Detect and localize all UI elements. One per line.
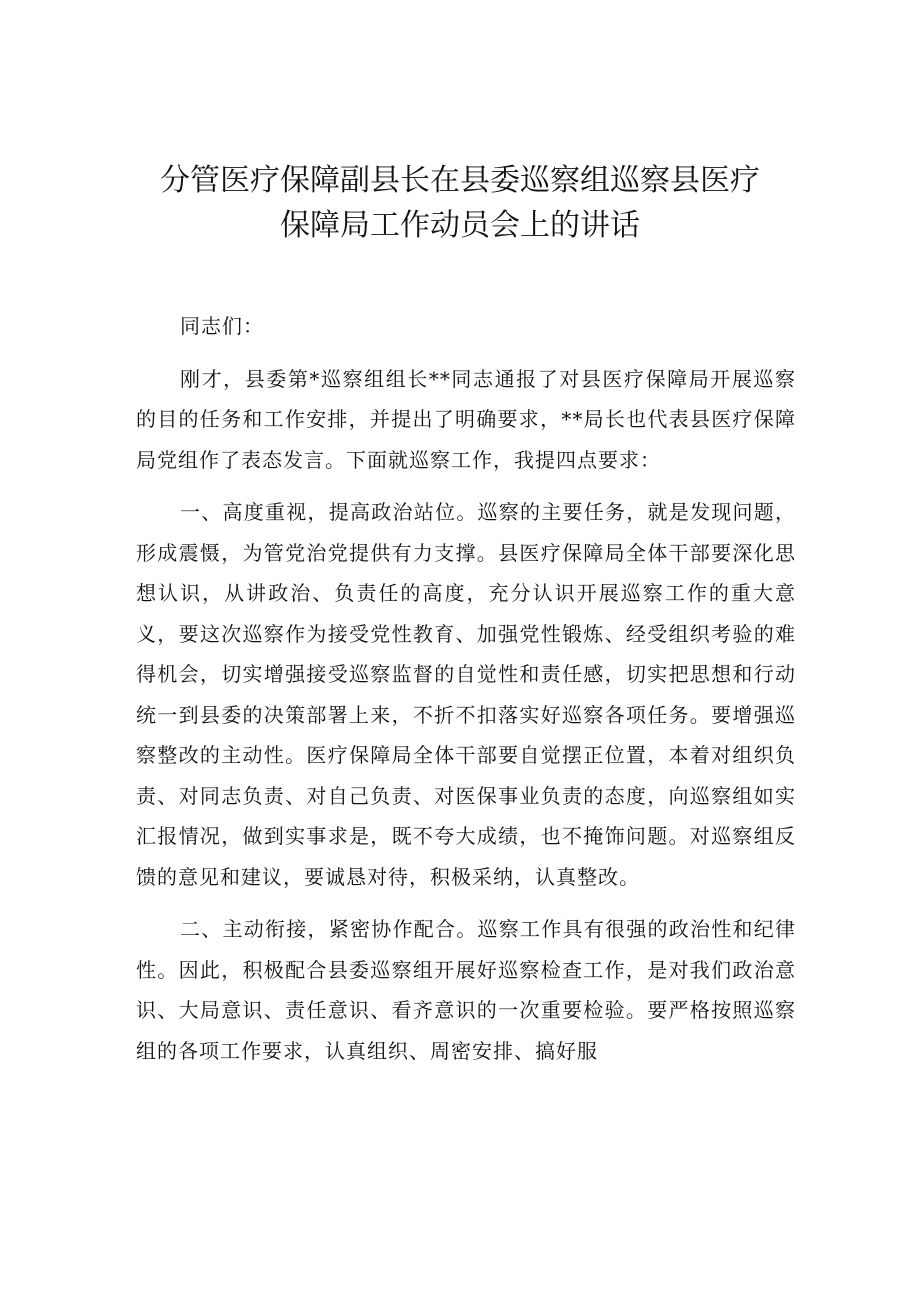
document-title <box>100 158 820 248</box>
paragraph-intro: 刚才，县委第*巡察组组长**同志通报了对县医疗保障局开展巡察的目的任务和工作安排，并提出了明确要求，**局长也代表县医疗保障局党组作了表态发言。下面就巡察工作，我提四点要求： <box>136 366 796 472</box>
document-body <box>136 306 796 1071</box>
title-line-1: 分管医疗保障副县长在县委巡察组巡察县医疗 <box>160 163 760 198</box>
greeting: 同志们： <box>180 314 264 338</box>
title-line-2: 保障局工作动员会上的讲话 <box>280 208 640 243</box>
paragraph-point-1: 一、高度重视，提高政治站位。巡察的主要任务，就是发现问题，形成震慑，为管党治党提供有力支撑。县医疗保障局全体干部要深化思想认识，从讲政治、负责任的高度，充分认识开展巡察工作的重大意义，要这次巡察作为接受党性教育、加强党性锻炼、经受组织考验的难得机会，切实增强接受巡察监督的自觉性和责任感，切实把思想和行动统一到县委的决策部署上来，不折不扣落实好巡察各项任务。要增强巡察整改的主动性。医疗保障局全体干部要自觉摆正位置，本着对组织负责、对同志负责、对自己负责、对医保事业负责的态度，向巡察组如实汇报情况，做到实事求是，既不夸大成绩，也不掩饰问题。对巡察组反馈的意见和建议，要诚恳对待，积极采纳，认真整改。 <box>136 500 796 889</box>
paragraph-point-2: 二、主动衔接，紧密协作配合。巡察工作具有很强的政治性和纪律性。因此，积极配合县委巡察组开展好巡察检查工作，是对我们政治意识、大局意识、责任意识、看齐意识的一次重要检验。要严格按照巡察组的各项工作要求，认真组织、周密安排、搞好服 <box>136 917 796 1063</box>
